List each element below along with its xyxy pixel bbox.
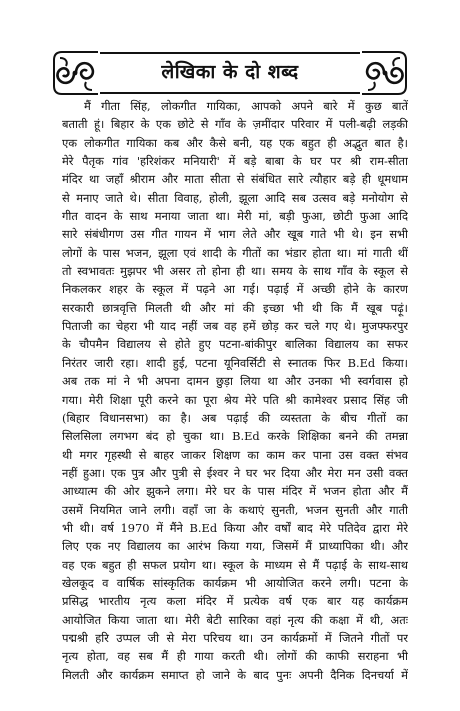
text-line: बताती हूं। बिहार के एक छोटे से गाँव के ज़मींदार परिवार में पली-बढ़ी लड़की [62,117,408,132]
text-line: मेरे पैतृक गांव 'हरिशंकर मनियारी' में बड़े बाबा के घर पर श्री राम-सीता [62,154,408,169]
text-line: (बिहार विधानसभा) का है। अब पढ़ाई की व्यस्तता के बीच गीतों का [62,410,408,425]
text-line: प्रसिद्ध भारतीय नृत्य कला मंदिर में प्रत्येक वर्ष एक बार यह कार्यक्रम [62,594,408,609]
text-line: लिए एक नए विद्यालय का आरंभ किया गया, जिसमें मैं प्राध्यापिका थी। और [62,539,408,554]
text-line: लोगों के पास भजन, झूला एवं शादी के गीतों का भंडार होता था। मां गाती थीं [62,245,408,260]
text-line: के चौपमैन विद्यालय से होते हुए पटना-बांकीपुर बालिका विद्यालय का सफर [62,337,408,352]
text-line: थी मगर गृहस्थी से बाहर जाकर शिक्षण का काम कर पाना उस वक्त संभव [62,447,408,462]
title-frame [100,48,360,98]
text-line: मिलती और कार्यक्रम समाप्त हो जाने के बाद पुनः अपनी दैनिक दिनचर्या में [62,667,408,682]
chapter-header [52,48,408,98]
text-line: भी थी। वर्ष 1970 में मैंने B.Ed किया और वर्षों बाद मेरे पतिदेव द्वारा मेरे [62,520,408,535]
text-line: सारे संबंधीगण उस गीत गायन में भाग लेते और खूब गाते भी थे। इन सभी [62,227,408,242]
text-line: वह एक बहुत ही सफल प्रयोग था। स्कूल के माध्यम से मैं पढ़ाई के साथ-साथ [62,557,408,572]
left-ornament-icon [52,48,100,98]
text-line: सरकारी छात्रवृत्ति मिलती थी और मां की इच्छा भी थी कि मैं खूब पढ़ूं। [62,300,408,315]
text-line: नहीं हुआ। एक पुत्र और पुत्री से ईश्वर ने घर भर दिया और मेरा मन उसी वक्त [62,465,408,480]
text-line: पिताजी का चेहरा भी याद नहीं जब वह हमें छोड़ कर चले गए थे। मुजफ्फरपुर [62,319,408,334]
text-line: नृत्य होता, वह सब मैं ही गाया करती थी। लोगों की काफी सराहना भी [62,649,408,664]
text-line: सिलसिला लगभग बंद हो चुका था। B.Ed करके शिक्षिका बनने की तमन्ना [62,429,408,444]
text-line: आध्यात्म की ओर झुकने लगा। मेरे घर के पास मंदिर में भजन होता और मैं [62,484,408,499]
text-line: अब तक मां ने भी अपना दामन छुड़ा लिया था और उनका भी स्वर्गवास हो [62,374,408,389]
text-line: गीत वादन के साथ मनाया जाता था। मेरी मां, बड़ी फुआ, छोटी फुआ आदि [62,209,408,224]
body-paragraph [62,97,408,684]
text-line: आयोजित किया जाता था। मेरी बेटी सारिका वहां नृत्य की कक्षा में थी, अतः [62,612,408,627]
text-line: गया। मेरी शिक्षा पूरी करने का पूरा श्रेय मेरे पति श्री कामेश्वर प्रसाद सिंह जी [62,392,408,407]
text-line: एक लोकगीत गायिका कब और कैसे बनी, यह एक बहुत ही अद्भुत बात है। [62,135,408,150]
title-rule-top [100,52,360,54]
text-line: तो स्वभावतः मुझपर भी असर तो होना ही था। समय के साथ गाँव के स्कूल से [62,264,408,279]
right-ornament-icon [360,48,408,98]
text-line: निकलकर शहर के स्कूल में पढ़ने आ गई। पढ़ाई में अच्छी होने के कारण [62,282,408,297]
text-line: खेलकूद व वार्षिक सांस्कृतिक कार्यक्रम भी आयोजित करने लगी। पटना के [62,575,408,590]
title-rule-bottom [100,92,360,94]
text-line: पद्मश्री हरि उप्पल जी से मेरा परिचय था। उन कार्यक्रमों में जितने गीतों पर [62,630,408,645]
text-line: मैं गीता सिंह, लोकगीत गायिका, आपको अपने बारे में कुछ बातें [84,99,408,113]
text-line: मंदिर था जहाँ श्रीराम और माता सीता से संबंधित सारे त्यौहार बड़े ही धूमधाम [62,172,408,187]
text-line: निरंतर जारी रहा। शादी हुई, पटना यूनिवर्सिटी से स्नातक फिर B.Ed किया। [62,355,408,370]
text-line: उसमें नियमित जाने लगी। वहाँ जा के कथाएं सुनती, भजन सुनती और गाती [62,502,408,517]
text-line: से मनाए जाते थे। सीता विवाह, होली, झूला आदि सब उत्सव बड़े मनोयोग से [62,190,408,205]
page-title: लेखिका के दो शब्द [161,61,299,83]
